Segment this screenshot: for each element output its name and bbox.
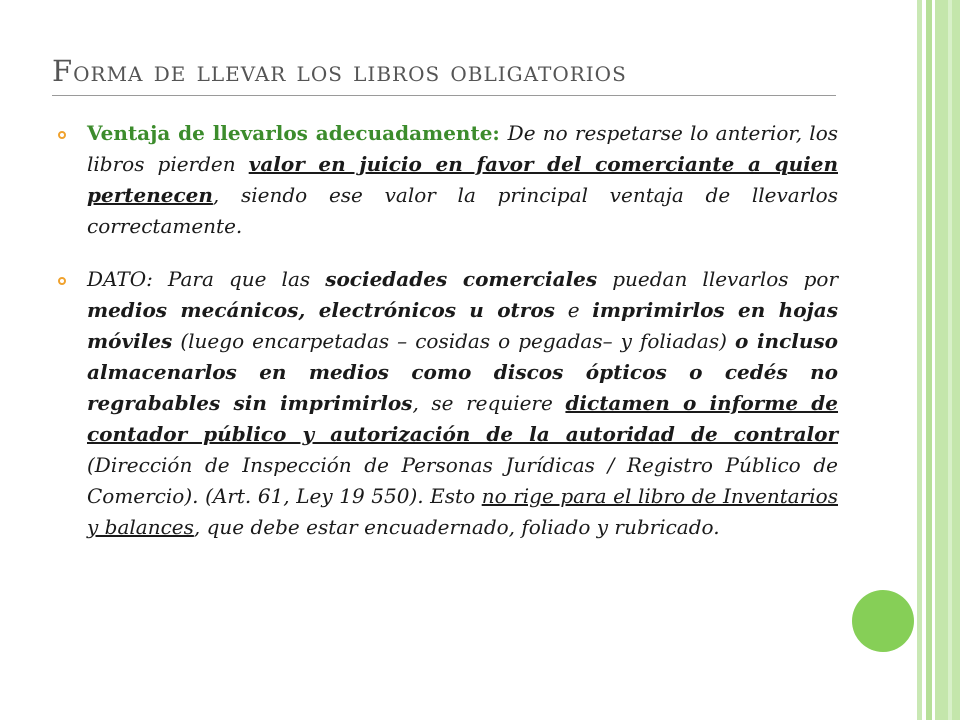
text-segment: medios mecánicos, electrónicos u otros (87, 298, 555, 322)
bullet-paragraph (87, 118, 838, 242)
text-segment: puedan llevarlos por (597, 267, 839, 291)
text-segment: dictamen o informe de contador público y autorización de la autoridad de contralor (87, 391, 839, 446)
text-segment: Ventaja de llevarlos adecuadamente: (87, 121, 508, 145)
side-stripe (926, 0, 932, 720)
text-segment: no rige para el libro de Inventarios y balances (87, 484, 838, 539)
text-segment: , se requiere (412, 391, 566, 415)
title-underline (52, 95, 836, 96)
bullet-list (58, 118, 838, 543)
text-segment: sociedades comerciales (325, 267, 598, 291)
decorative-circle (852, 590, 914, 652)
text-segment: , siendo ese valor la principal ventaja de llevarlos correctamente. (87, 183, 838, 238)
text-segment: (luego encarpetadas – cosidas o pegadas– y foliadas) (172, 329, 735, 353)
text-segment: DATO: Para que las (87, 267, 326, 291)
side-stripe (917, 0, 922, 720)
side-stripe (948, 0, 952, 720)
circle-bullet-icon (58, 277, 66, 285)
bullet-item (58, 118, 838, 242)
text-segment: e (554, 298, 593, 322)
circle-bullet-icon (58, 131, 66, 139)
text-segment: , que debe estar encuadernado, foliado y rubricado. (193, 515, 720, 539)
bullet-paragraph (87, 264, 838, 543)
bullet-item (58, 264, 838, 543)
text-segment: De no respetarse lo anterior, los libros pierden (87, 121, 838, 176)
text-segment: imprimirlos en hojas móviles (87, 298, 838, 353)
text-segment: (Dirección de Inspección de Personas Jurídicas / Registro Público de Comercio). (Art. 61, Ley 19 550). Esto (87, 453, 838, 508)
text-segment: o incluso almacenarlos en medios como discos ópticos o cedés no regrabables sin imprimirlos (87, 329, 839, 415)
slide-title: Forma de llevar los libros obligatorios (52, 54, 627, 88)
text-segment: valor en juicio en favor del comerciante a quien pertenecen (87, 152, 838, 207)
